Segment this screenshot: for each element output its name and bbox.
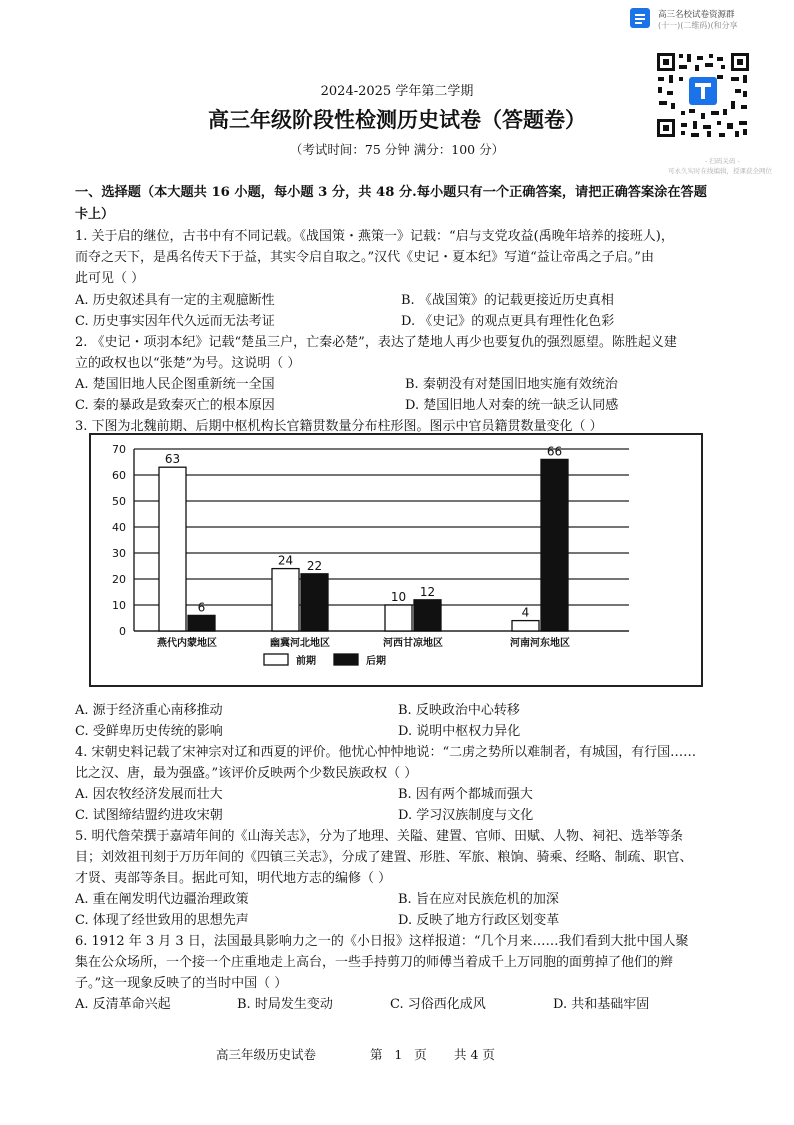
q3-option-d[interactable]: D. 说明中枢权力异化 [398,724,521,739]
doc-app-icon [630,8,650,28]
question-2-stem-2: 立的政权也以“张楚”为号。这说明（ ） [75,356,301,371]
question-6-stem: 6. 1912 年 3 月 3 日，法国最具影响力之一的《小日报》这样报道：“几个月来……我们看到大批中国人聚 [75,934,689,949]
y-tick-label: 40 [112,521,126,534]
question-6-stem-2: 集在公众场所，一个接一个庄重地走上高台，一些手持剪刀的师傅当着成千上万同胞的面剪掉了他们的辫 [75,955,674,970]
bar-early-1 [159,467,186,631]
q1-option-c[interactable]: C. 历史事实因年代久远而无法考证 [75,314,275,329]
question-1-stem-3: 此可见（ ） [75,271,145,286]
page-title: 高三年级阶段性检测历史试卷（答题卷） [208,107,586,132]
q2-option-a[interactable]: A. 楚国旧地人民企图重新统一全国 [75,377,275,392]
q2-option-b[interactable]: B. 秦朝没有对楚国旧地实施有效统治 [405,377,618,392]
bar-early-3 [385,605,412,631]
y-tick-label: 50 [112,495,126,508]
badge-subtitle: (十一)(二维码)(和分享 [658,21,738,30]
legend-label: 前期 [296,656,316,667]
q3-option-a[interactable]: A. 源于经济重心南移推动 [75,703,223,718]
data-label: 4 [521,605,530,620]
legend-swatch-early [264,654,288,665]
exam-meta: （考试时间：75 分钟 满分：100 分） [289,142,505,157]
section-heading-cont: 卡上） [75,207,115,222]
question-5-stem-3: 才贤、夷部等条目。据此可知，明代地方志的编修（ ） [75,871,392,886]
bar-late-3 [414,600,441,631]
q5-option-c[interactable]: C. 体现了经世致用的思想先声 [75,913,249,928]
bar-late-1 [188,615,215,631]
footer-page-total: 共 4 页 [454,1047,495,1062]
q1-option-a[interactable]: A. 历史叙述具有一定的主观臆断性 [75,293,275,308]
q3-option-c[interactable]: C. 受鲜卑历史传统的影响 [75,724,223,739]
q4-option-c[interactable]: C. 试图缔结盟约进攻宋朝 [75,808,223,823]
bar-early-2 [272,569,299,631]
q5-option-a[interactable]: A. 重在阐发明代边疆治理政策 [75,892,249,907]
question-4-stem: 4. 宋朝史料记载了宋神宗对辽和西夏的评价。他忧心忡忡地说：“二虏之势所以难制者，有城国，有行国…… [75,745,697,760]
q4-option-d[interactable]: D. 学习汉族制度与文化 [398,808,534,823]
question-6-stem-3: 子。”这一现象反映了的当时中国（ ） [75,976,288,991]
badge-note-1: - 扫码关码 - [705,157,740,165]
q6-option-d[interactable]: D. 共和基础牢固 [553,997,650,1012]
question-5-stem-2: 目；刘效祖刊刻于万历年间的《四镇三关志》，分成了建置、形胜、军旅、粮饷、骑乘、经略、制疏、职官、 [75,850,693,865]
footer-doc-name: 高三年级历史试卷 [216,1047,317,1062]
data-label: 10 [390,590,407,604]
data-label: 12 [419,584,436,599]
q5-option-d[interactable]: D. 反映了地方行政区划变革 [398,913,560,928]
bar-chart [89,433,703,687]
legend-label: 后期 [366,656,386,667]
question-2-stem: 2. 《史记・项羽本纪》记载“楚虽三户，亡秦必楚”，表达了楚地人再少也要复仇的强烈愿望。陈胜起义建 [75,335,677,350]
question-1-stem: 1. 关于启的继位，古书中有不同记载。《战国策・燕策一》记载：“启与支党攻益(禹晚年培养的接班人)， [75,229,674,244]
y-tick-label: 10 [112,599,126,612]
q6-option-b[interactable]: B. 时局发生变动 [237,997,333,1012]
q2-option-d[interactable]: D. 楚国旧地人对秦的统一缺乏认同感 [405,398,619,413]
data-label: 66 [546,444,563,459]
q5-option-b[interactable]: B. 旨在应对民族危机的加深 [398,892,559,907]
q1-option-b[interactable]: B. 《战国策》的记载更接近历史真相 [401,293,614,308]
q1-option-d[interactable]: D. 《史记》的观点更具有理性化色彩 [401,314,615,329]
question-3-stem: 3. 下图为北魏前期、后期中枢机构长官籍贯数量分布柱形图。图示中官员籍贯数量变化（ ） [75,419,603,434]
q4-option-a[interactable]: A. 因农牧经济发展而壮大 [75,787,223,802]
x-category-label: 河西甘凉地区 [383,638,443,649]
y-tick-label: 30 [112,547,126,560]
badge-note-2: 可永久实时在线编辑，授课获全网位 [668,167,772,175]
q6-option-c[interactable]: C. 习俗西化成风 [390,997,486,1012]
y-tick-label: 60 [112,469,126,482]
badge-title: 高三名校试卷资源群 [658,10,735,20]
x-category-label: 河南河东地区 [510,638,570,649]
x-category-label: 燕代内蒙地区 [157,638,217,649]
doc-app-badge [630,6,760,32]
semester-label: 2024-2025 学年第二学期 [320,84,474,99]
q4-option-b[interactable]: B. 因有两个都城而强大 [398,787,533,802]
data-label: 22 [306,558,323,573]
q6-option-a[interactable]: A. 反清革命兴起 [75,997,171,1012]
data-label: 24 [277,553,294,568]
bar-early-4 [512,621,539,631]
x-category-label: 幽冀河北地区 [270,638,330,649]
data-label: 63 [164,452,181,467]
bar-late-4 [541,459,568,631]
section-heading: 一、选择题（本大题共 16 小题，每小题 3 分，共 48 分.每小题只有一个正确答案，请把正确答案涂在答题 [75,185,707,200]
question-1-stem-2: 而夺之天下，是禹名传天下于益，其实令启自取之。”汉代《史记・夏本纪》写道“益让帝禹之子启。”由 [75,250,654,265]
y-tick-label: 0 [119,625,126,638]
data-label: 6 [197,600,206,615]
legend-swatch-late [334,654,358,665]
y-tick-label: 20 [112,573,126,586]
y-tick-label: 70 [112,443,126,456]
question-4-stem-2: 比之汉、唐，最为强盛。”该评价反映两个少数民族政权（ ） [75,766,418,781]
bar-late-2 [301,574,328,631]
q3-option-b[interactable]: B. 反映政治中心转移 [398,703,520,718]
footer-page-number: 第 1 页 [370,1047,427,1062]
q2-option-c[interactable]: C. 秦的暴政是致秦灭亡的根本原因 [75,398,275,413]
question-5-stem: 5. 明代詹荣撰于嘉靖年间的《山海关志》，分为了地理、关隘、建置、官师、田赋、人物、祠祀、选举等条 [75,829,684,844]
